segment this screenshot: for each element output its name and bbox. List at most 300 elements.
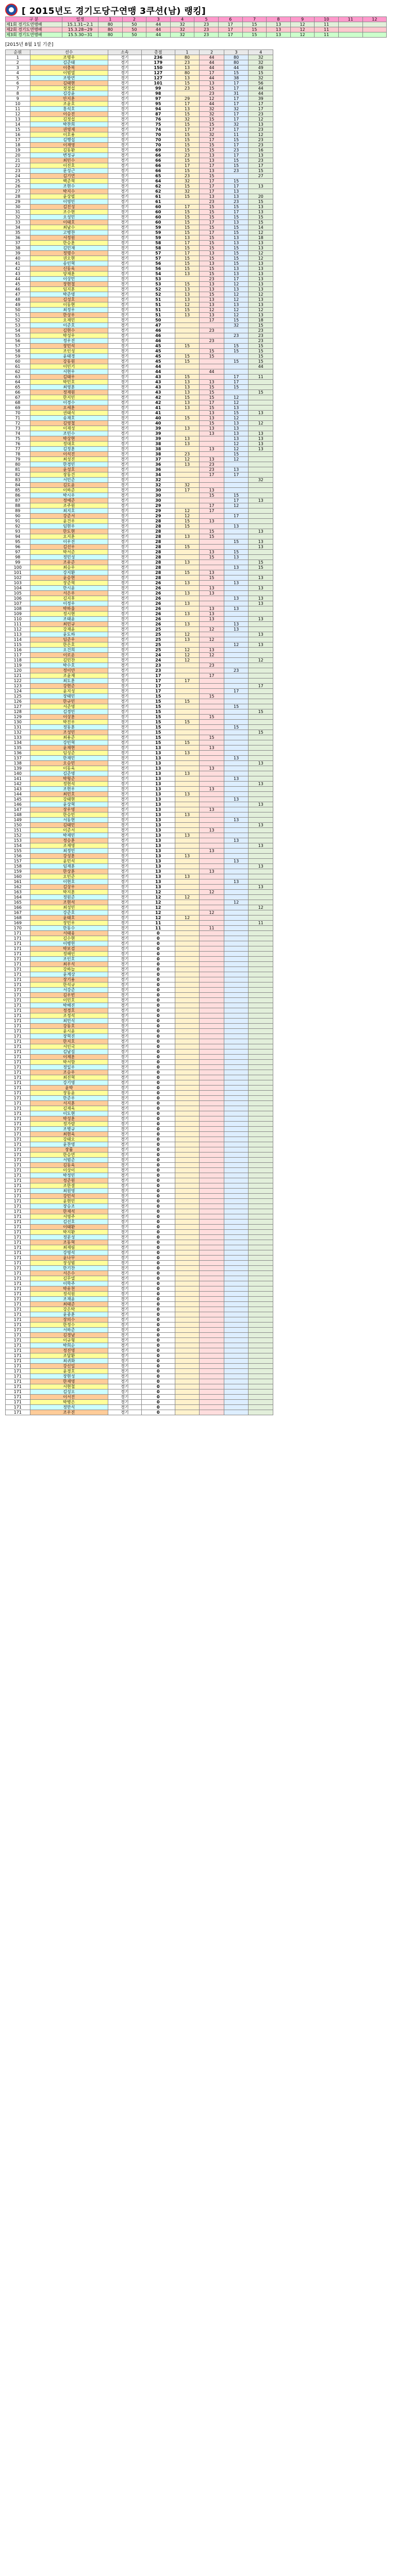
event-score-cell: [224, 1106, 249, 1111]
event-score-cell: [224, 1024, 249, 1029]
table-row: [6, 1266, 273, 1271]
total-score-cell: 0: [141, 1281, 175, 1286]
event-score-cell: [175, 328, 200, 333]
player-name-cell: 정문성: [30, 1235, 108, 1240]
event-score-cell: [249, 534, 273, 539]
event-score-cell: [200, 1307, 224, 1312]
table-row: [6, 797, 273, 802]
event-score-cell: 17: [224, 86, 249, 91]
player-name-cell: 한재민: [30, 756, 108, 761]
event-score-cell: [175, 323, 200, 328]
table-row: [6, 199, 273, 205]
event-score-cell: [224, 751, 249, 756]
player-name-cell: 문성근: [30, 168, 108, 174]
player-name-cell: 이태환: [30, 1225, 108, 1230]
affiliation-cell: 경기: [108, 189, 141, 194]
table-row: [6, 735, 273, 740]
total-score-cell: 56: [141, 261, 175, 266]
event-score-cell: [224, 1173, 249, 1178]
event-score-cell: 15: [200, 694, 224, 699]
affiliation-cell: 경기: [108, 225, 141, 230]
affiliation-cell: 경기: [108, 71, 141, 76]
rank-cell: 171: [6, 946, 30, 952]
table-row: [6, 612, 273, 617]
affiliation-cell: 경기: [108, 493, 141, 498]
player-name-cell: 최원영: [30, 1189, 108, 1194]
event-score-cell: 13: [200, 158, 224, 163]
player-name-cell: 최진혁: [30, 1075, 108, 1080]
event-score-cell: [249, 1122, 273, 1127]
event-score-cell: 13: [200, 431, 224, 436]
rank-cell: 171: [6, 1065, 30, 1070]
affiliation-cell: 경기: [108, 60, 141, 65]
event-score-cell: 13: [175, 442, 200, 447]
event-score-cell: [200, 622, 224, 627]
event-score-cell: [200, 1008, 224, 1013]
player-name-cell: 이호용: [30, 132, 108, 138]
event-score-cell: [249, 1240, 273, 1245]
event-score-cell: [224, 993, 249, 998]
table-row: [6, 1147, 273, 1153]
total-score-cell: 0: [141, 1276, 175, 1281]
event-score-cell: [200, 668, 224, 673]
event-score-cell: 23: [224, 148, 249, 153]
event-score-cell: 13: [175, 751, 200, 756]
affiliation-cell: 경기: [108, 272, 141, 277]
event-score-cell: [224, 570, 249, 575]
event-score-cell: 15: [200, 555, 224, 560]
rank-cell: 125: [6, 694, 30, 699]
event-score-cell: 13: [249, 205, 273, 210]
rank-cell: 171: [6, 972, 30, 977]
schedule-point-cell: 50: [122, 22, 146, 27]
event-score-cell: [249, 725, 273, 730]
total-score-cell: 39: [141, 426, 175, 431]
affiliation-cell: 경기: [108, 313, 141, 318]
player-name-cell: 장민우: [30, 921, 108, 926]
total-score-cell: 13: [141, 828, 175, 833]
total-score-cell: 40: [141, 421, 175, 426]
player-name-cell: 이상이: [30, 1168, 108, 1173]
event-score-cell: [249, 1153, 273, 1158]
event-score-cell: 32: [175, 189, 200, 194]
total-score-cell: 0: [141, 1343, 175, 1348]
total-score-cell: 0: [141, 941, 175, 946]
table-row: [6, 297, 273, 302]
total-score-cell: 0: [141, 1230, 175, 1235]
event-score-cell: [200, 601, 224, 606]
player-name-cell: 장태민: [30, 694, 108, 699]
affiliation-cell: 경기: [108, 1286, 141, 1292]
total-score-cell: 15: [141, 720, 175, 725]
schedule-point-cell: [338, 22, 362, 27]
total-score-cell: 29: [141, 514, 175, 519]
player-name-cell: 박시우: [30, 493, 108, 498]
total-score-cell: 70: [141, 143, 175, 148]
event-score-cell: 15: [249, 199, 273, 205]
event-score-cell: 13: [249, 596, 273, 601]
total-score-cell: 13: [141, 879, 175, 885]
table-row: [6, 1127, 273, 1132]
total-score-cell: 0: [141, 1333, 175, 1338]
event-score-cell: [175, 1209, 200, 1214]
affiliation-cell: 경기: [108, 782, 141, 787]
total-score-cell: 15: [141, 709, 175, 715]
affiliation-cell: 경기: [108, 617, 141, 622]
player-name-cell: 윤도하: [30, 632, 108, 637]
affiliation-cell: 경기: [108, 668, 141, 673]
event-score-cell: [224, 1003, 249, 1008]
total-score-cell: 66: [141, 163, 175, 168]
event-score-cell: [249, 941, 273, 946]
rank-cell: 169: [6, 921, 30, 926]
event-score-cell: [175, 725, 200, 730]
event-score-cell: [249, 488, 273, 493]
event-score-cell: [249, 957, 273, 962]
total-score-cell: 29: [141, 509, 175, 514]
event-score-cell: [249, 509, 273, 514]
rank-cell: 19: [6, 148, 30, 153]
table-row: [6, 1075, 273, 1080]
event-score-cell: [249, 1049, 273, 1055]
affiliation-cell: 경기: [108, 1178, 141, 1183]
event-score-cell: [224, 982, 249, 988]
table-row: [6, 1256, 273, 1261]
total-score-cell: 57: [141, 251, 175, 256]
rank-cell: 37: [6, 241, 30, 246]
event-score-cell: 23: [200, 338, 224, 344]
table-row: [6, 1389, 273, 1395]
affiliation-cell: 경기: [108, 426, 141, 431]
event-score-cell: 32: [175, 483, 200, 488]
player-name-cell: 박진우: [30, 720, 108, 725]
rank-cell: 124: [6, 689, 30, 694]
event-score-cell: [175, 1075, 200, 1080]
event-score-cell: [249, 1044, 273, 1049]
player-name-cell: 윤경호: [30, 1369, 108, 1374]
rank-cell: 152: [6, 833, 30, 838]
event-score-cell: 15: [175, 81, 200, 86]
player-name-cell: 강신일: [30, 1364, 108, 1369]
event-score-cell: 13: [249, 246, 273, 251]
affiliation-cell: 경기: [108, 807, 141, 812]
event-score-cell: [200, 1219, 224, 1225]
total-score-cell: 0: [141, 988, 175, 993]
event-score-cell: 13: [249, 261, 273, 266]
rank-cell: 171: [6, 1116, 30, 1122]
event-score-cell: [175, 988, 200, 993]
table-row: [6, 1209, 273, 1214]
total-score-cell: 46: [141, 333, 175, 338]
affiliation-cell: 경기: [108, 1359, 141, 1364]
player-name-cell: 최태준: [30, 1302, 108, 1307]
affiliation-cell: 경기: [108, 993, 141, 998]
event-score-cell: [200, 812, 224, 818]
table-row: [6, 1044, 273, 1049]
event-score-cell: 13: [175, 874, 200, 879]
event-score-cell: [224, 1199, 249, 1204]
affiliation-cell: 경기: [108, 127, 141, 132]
table-row: [6, 679, 273, 684]
total-score-cell: 61: [141, 199, 175, 205]
event-score-cell: [175, 1019, 200, 1024]
event-score-cell: [200, 1369, 224, 1374]
affiliation-cell: 경기: [108, 1250, 141, 1256]
event-score-cell: [200, 1266, 224, 1271]
event-score-cell: [200, 1049, 224, 1055]
event-score-cell: 13: [200, 447, 224, 452]
event-score-cell: [200, 900, 224, 905]
table-row: [6, 1003, 273, 1008]
rank-cell: 58: [6, 349, 30, 354]
event-score-cell: [200, 539, 224, 545]
total-score-cell: 0: [141, 1168, 175, 1173]
player-name-cell: 이서진: [30, 1395, 108, 1400]
rank-cell: 57: [6, 344, 30, 349]
rank-cell: 111: [6, 622, 30, 627]
rank-cell: 42: [6, 266, 30, 272]
event-score-cell: [175, 730, 200, 735]
rank-cell: 95: [6, 539, 30, 545]
rank-cell: 137: [6, 756, 30, 761]
event-score-cell: [175, 369, 200, 375]
event-score-cell: 15: [175, 282, 200, 287]
rank-cell: 147: [6, 807, 30, 812]
affiliation-cell: 경기: [108, 174, 141, 179]
rank-cell: 171: [6, 1245, 30, 1250]
total-score-cell: 25: [141, 648, 175, 653]
total-score-cell: 43: [141, 375, 175, 380]
table-row: [6, 302, 273, 308]
event-score-cell: [249, 1075, 273, 1080]
event-score-cell: 17: [200, 163, 224, 168]
table-row: [6, 251, 273, 256]
table-row: [6, 560, 273, 565]
event-score-cell: 15: [249, 565, 273, 570]
total-score-cell: 59: [141, 225, 175, 230]
table-row: [6, 859, 273, 864]
player-name-cell: 서하준: [30, 1328, 108, 1333]
table-row: [6, 1276, 273, 1281]
event-score-cell: [200, 1230, 224, 1235]
event-score-cell: [200, 1292, 224, 1297]
affiliation-cell: 경기: [108, 1168, 141, 1173]
rank-cell: 89: [6, 509, 30, 514]
rank-cell: 3: [6, 65, 30, 71]
event-score-cell: [249, 962, 273, 967]
event-score-cell: [224, 684, 249, 689]
rank-cell: 171: [6, 1039, 30, 1044]
event-score-cell: [249, 1199, 273, 1204]
rank-cell: 36: [6, 235, 30, 241]
total-score-cell: 11: [141, 926, 175, 931]
rank-cell: 171: [6, 1049, 30, 1055]
event-score-cell: [175, 1044, 200, 1049]
affiliation-cell: 경기: [108, 1034, 141, 1039]
player-name-cell: 김민재: [30, 246, 108, 251]
event-score-cell: 32: [200, 107, 224, 112]
total-score-cell: 0: [141, 1384, 175, 1389]
event-score-cell: 15: [224, 385, 249, 390]
schedule-header-cell: 7: [242, 17, 267, 22]
total-score-cell: 28: [141, 529, 175, 534]
total-score-cell: 13: [141, 766, 175, 771]
player-name-cell: 이승진: [30, 112, 108, 117]
event-score-cell: 32: [249, 478, 273, 483]
event-score-cell: [200, 1271, 224, 1276]
event-score-cell: 32: [175, 179, 200, 184]
player-name-cell: 김지후: [30, 596, 108, 601]
event-score-cell: [249, 1168, 273, 1173]
event-score-cell: [200, 921, 224, 926]
total-score-cell: 42: [141, 400, 175, 405]
total-score-cell: 13: [141, 864, 175, 869]
event-score-cell: 23: [249, 328, 273, 333]
total-score-cell: 23: [141, 668, 175, 673]
event-score-cell: [249, 1086, 273, 1091]
event-score-cell: 13: [200, 81, 224, 86]
event-score-cell: [249, 1348, 273, 1353]
event-score-cell: [224, 921, 249, 926]
rank-cell: 171: [6, 1024, 30, 1029]
table-row: [6, 143, 273, 148]
total-score-cell: 0: [141, 1153, 175, 1158]
total-score-cell: 0: [141, 1235, 175, 1240]
event-score-cell: 13: [200, 807, 224, 812]
affiliation-cell: 경기: [108, 1189, 141, 1194]
total-score-cell: 70: [141, 138, 175, 143]
event-score-cell: [249, 910, 273, 916]
event-score-cell: [175, 709, 200, 715]
affiliation-cell: 경기: [108, 519, 141, 524]
event-score-cell: [224, 967, 249, 972]
player-name-cell: 윤건우: [30, 519, 108, 524]
total-score-cell: 150: [141, 65, 175, 71]
affiliation-cell: 경기: [108, 1209, 141, 1214]
player-name-cell: 최정민: [30, 849, 108, 854]
player-name-cell: 서정원: [30, 235, 108, 241]
event-score-cell: [249, 931, 273, 936]
event-score-cell: [224, 1219, 249, 1225]
affiliation-cell: 경기: [108, 215, 141, 220]
table-row: [6, 96, 273, 101]
event-score-cell: [200, 658, 224, 663]
event-score-cell: [175, 1122, 200, 1127]
event-score-cell: [175, 1101, 200, 1106]
total-score-cell: 0: [141, 1374, 175, 1379]
event-score-cell: [249, 916, 273, 921]
player-name-cell: 윤찬영: [30, 1142, 108, 1147]
table-row: [6, 333, 273, 338]
table-row: [6, 1405, 273, 1410]
rank-cell: 97: [6, 550, 30, 555]
event-score-cell: [249, 1034, 273, 1039]
table-row: [6, 720, 273, 725]
table-row: [6, 524, 273, 529]
rank-cell: 171: [6, 1183, 30, 1189]
player-name-cell: 장현성: [30, 1374, 108, 1379]
table-row: [6, 1230, 273, 1235]
schedule-header-cell: 일정: [62, 17, 98, 22]
table-row: [6, 1261, 273, 1266]
player-name-cell: 한정수: [30, 1323, 108, 1328]
player-name-cell: 장승조: [30, 1204, 108, 1209]
event-score-cell: 13: [175, 297, 200, 302]
event-score-cell: [175, 879, 200, 885]
event-score-cell: [175, 998, 200, 1003]
event-score-cell: [224, 1250, 249, 1256]
affiliation-cell: 경기: [108, 694, 141, 699]
event-score-cell: 23: [249, 338, 273, 344]
player-name-cell: 강지환: [30, 570, 108, 575]
event-score-cell: 17: [224, 117, 249, 122]
event-score-cell: [249, 1060, 273, 1065]
event-score-cell: 17: [200, 318, 224, 323]
total-score-cell: 0: [141, 1044, 175, 1049]
event-score-cell: 15: [175, 158, 200, 163]
rank-cell: 171: [6, 931, 30, 936]
event-score-cell: [175, 1384, 200, 1389]
total-score-cell: 0: [141, 1122, 175, 1127]
rank-cell: 171: [6, 1173, 30, 1178]
ranking-header-cell: 3: [224, 50, 249, 55]
total-score-cell: 127: [141, 71, 175, 76]
table-row: [6, 426, 273, 431]
player-name-cell: 정원준: [30, 895, 108, 900]
event-score-cell: [200, 1204, 224, 1209]
event-score-cell: [224, 1374, 249, 1379]
affiliation-cell: 경기: [108, 436, 141, 442]
event-score-cell: [224, 663, 249, 668]
event-score-cell: 15: [175, 220, 200, 225]
event-score-cell: 15: [175, 138, 200, 143]
event-score-cell: [200, 952, 224, 957]
rank-cell: 171: [6, 1178, 30, 1183]
event-score-cell: [200, 323, 224, 328]
total-score-cell: 0: [141, 1225, 175, 1230]
table-row: [6, 1132, 273, 1137]
rank-cell: 171: [6, 1096, 30, 1101]
event-score-cell: [175, 1127, 200, 1132]
event-score-cell: 12: [224, 416, 249, 421]
rank-cell: 171: [6, 967, 30, 972]
total-score-cell: 12: [141, 905, 175, 910]
total-score-cell: 13: [141, 869, 175, 874]
affiliation-cell: 경기: [108, 297, 141, 302]
affiliation-cell: 경기: [108, 679, 141, 684]
event-score-cell: [224, 612, 249, 617]
player-name-cell: 이병헌: [30, 941, 108, 946]
total-score-cell: 0: [141, 1178, 175, 1183]
event-score-cell: [249, 771, 273, 776]
rank-cell: 171: [6, 1240, 30, 1245]
affiliation-cell: 경기: [108, 354, 141, 359]
event-score-cell: 44: [200, 60, 224, 65]
event-score-cell: 56: [249, 81, 273, 86]
event-score-cell: [249, 1374, 273, 1379]
event-score-cell: 23: [200, 467, 224, 472]
schedule-point-cell: 13: [267, 22, 291, 27]
table-row: [6, 385, 273, 390]
table-row: [6, 637, 273, 642]
player-name-cell: 김수현: [30, 936, 108, 941]
event-score-cell: 15: [175, 359, 200, 364]
table-row: [6, 694, 273, 699]
affiliation-cell: 경기: [108, 1194, 141, 1199]
event-score-cell: [224, 1091, 249, 1096]
event-score-cell: 13: [249, 843, 273, 849]
event-score-cell: [224, 1276, 249, 1281]
